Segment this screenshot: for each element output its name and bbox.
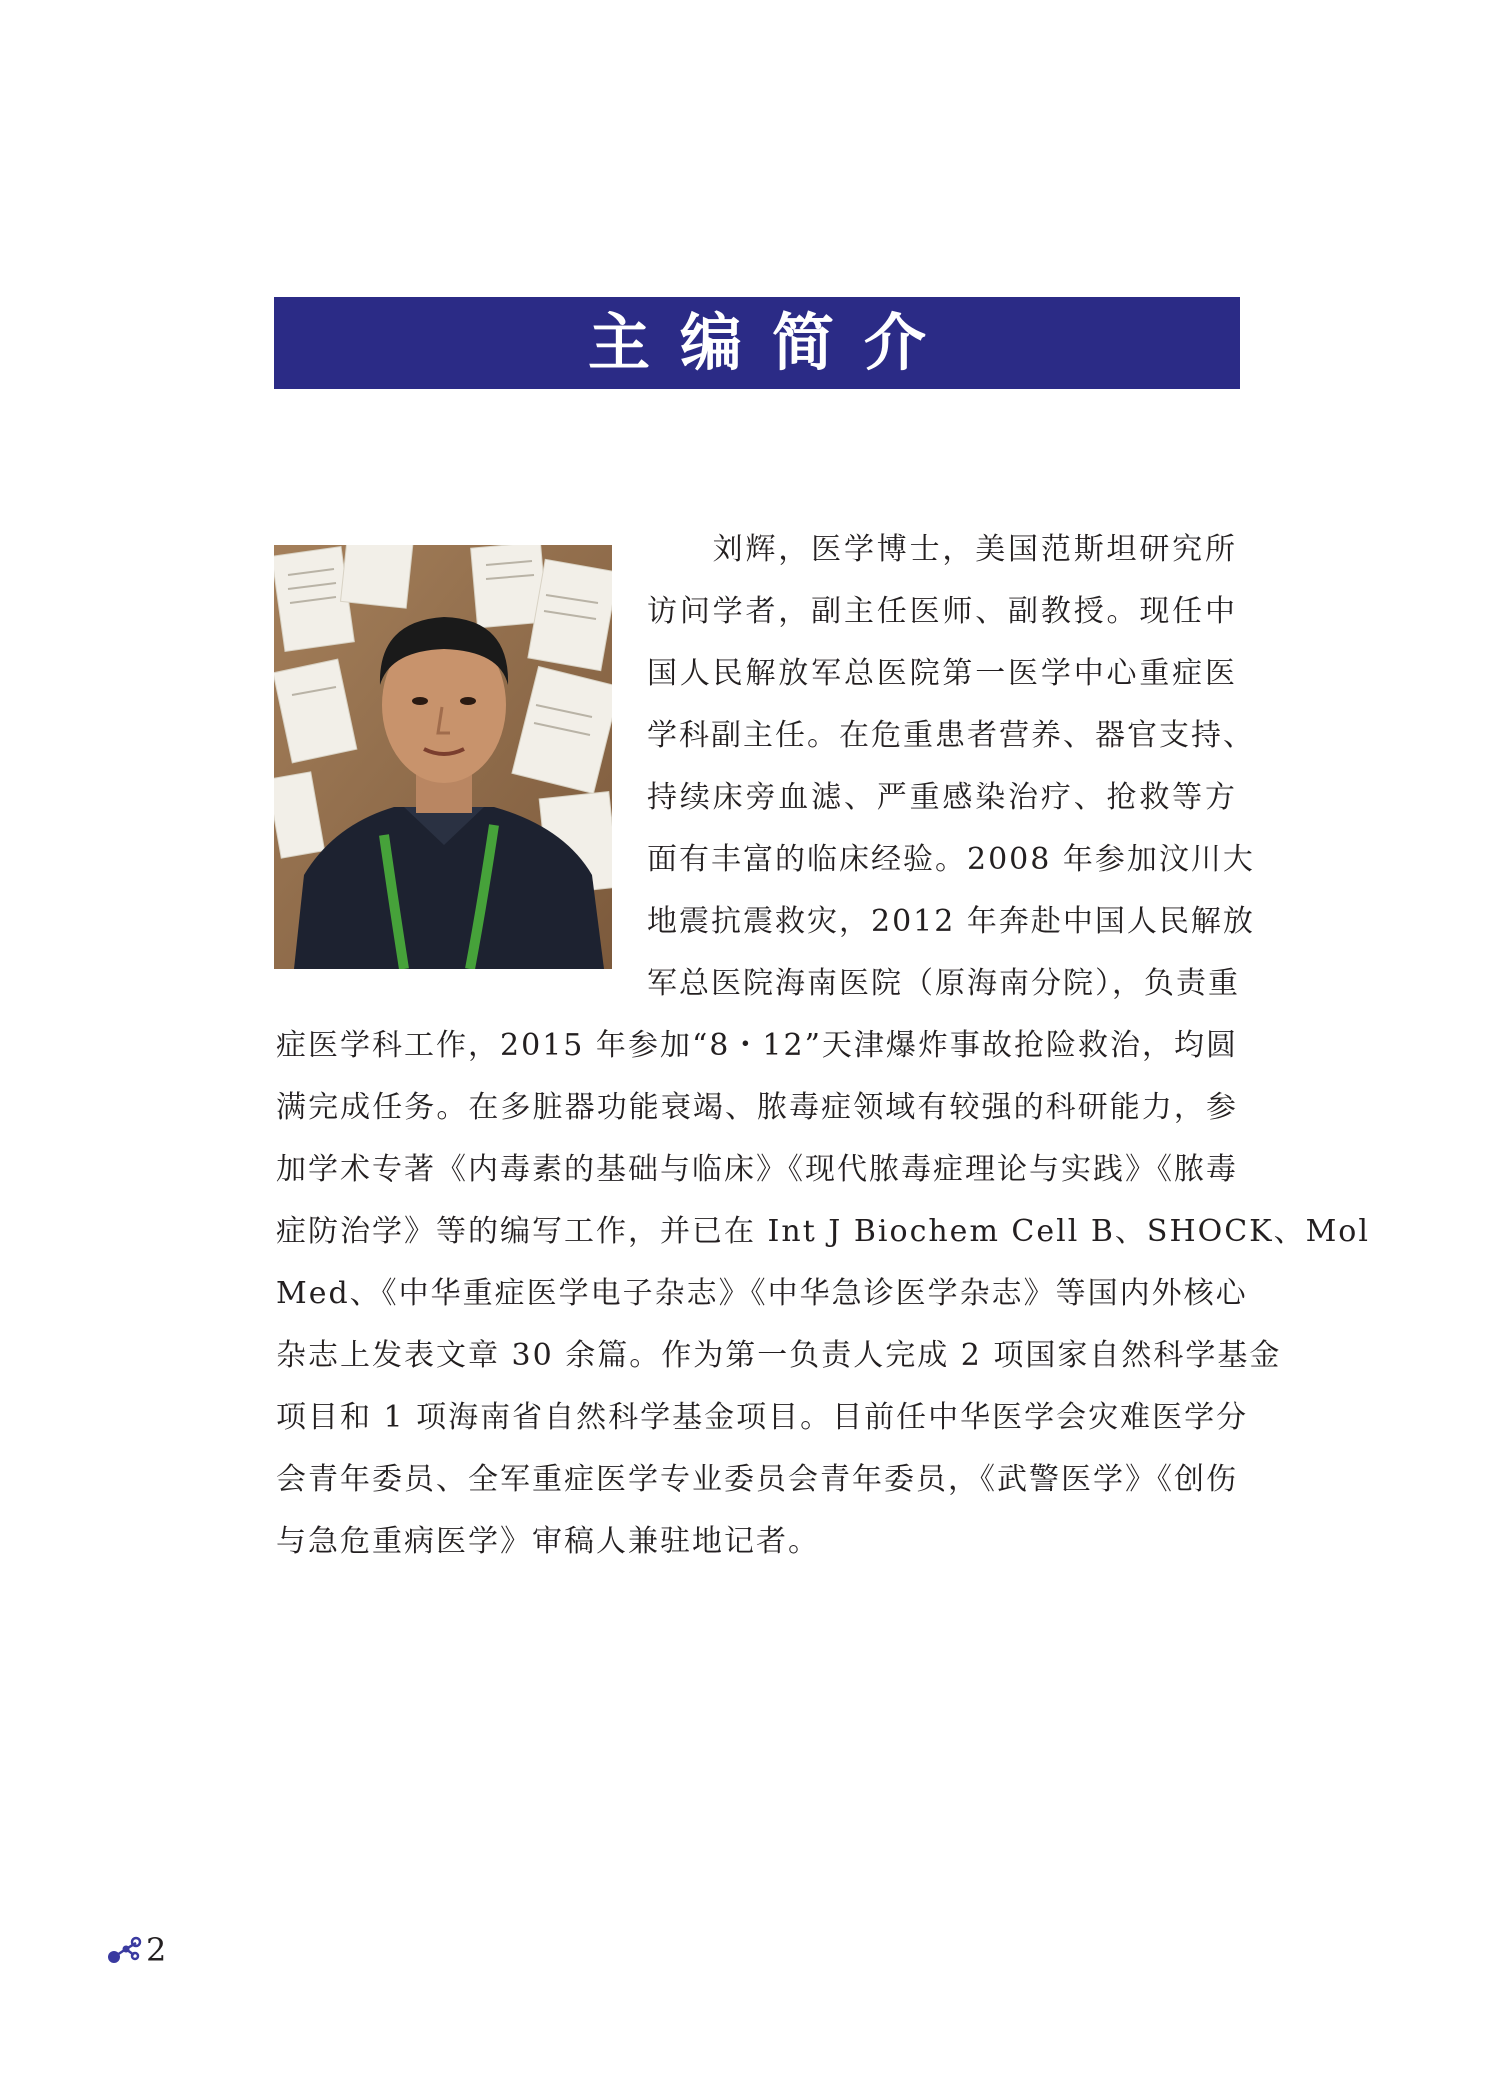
paragraph-line: 与急危重病医学》审稿人兼驻地记者。 xyxy=(276,1524,820,1559)
molecule-icon xyxy=(106,1935,142,1965)
paragraph-line: 症防治学》等的编写工作，并已在 Int J Biochem Cell B、SHOCK、Mol xyxy=(276,1214,1370,1249)
paragraph-line: 刘辉，医学博士，美国范斯坦研究所 xyxy=(647,532,1237,567)
paragraph-line: 加学术专著《内毒素的基础与临床》《现代脓毒症理论与实践》《脓毒 xyxy=(276,1152,1238,1187)
page-title: 主编简介 xyxy=(587,306,956,379)
paragraph-line: 学科副主任。在危重患者营养、器官支持、 xyxy=(647,718,1255,753)
paragraph-line: Med、《中华重症医学电子杂志》《中华急诊医学杂志》等国内外核心 xyxy=(276,1276,1248,1311)
paragraph-line: 面有丰富的临床经验。2008 年参加汶川大 xyxy=(647,842,1255,877)
author-photo-illustration xyxy=(274,545,612,969)
paragraph-line: 满完成任务。在多脏器功能衰竭、脓毒症领域有较强的科研能力，参 xyxy=(276,1090,1238,1125)
title-banner xyxy=(274,297,1240,389)
paragraph-line: 国人民解放军总医院第一医学中心重症医 xyxy=(647,656,1237,691)
paragraph-line: 项目和 1 项海南省自然科学基金项目。目前任中华医学会灾难医学分 xyxy=(276,1400,1249,1435)
paragraph-line: 地震抗震救灾，2012 年奔赴中国人民解放 xyxy=(647,904,1255,939)
page-number: 2 xyxy=(146,1931,167,1969)
paragraph-line: 症医学科工作，2015 年参加“8・12”天津爆炸事故抢险救治，均圆 xyxy=(276,1028,1238,1063)
paragraph-line: 访问学者，副主任医师、副教授。现任中 xyxy=(647,594,1237,629)
paragraph-line: 军总医院海南医院（原海南分院），负责重 xyxy=(647,966,1240,1001)
page-footer xyxy=(106,1930,166,1970)
paragraph-line: 持续床旁血滤、严重感染治疗、抢救等方 xyxy=(647,780,1237,815)
paragraph-line: 杂志上发表文章 30 余篇。作为第一负责人完成 2 项国家自然科学基金 xyxy=(276,1338,1282,1373)
author-photo xyxy=(274,545,612,969)
paragraph-line: 会青年委员、全军重症医学专业委员会青年委员，《武警医学》《创伤 xyxy=(276,1462,1238,1497)
